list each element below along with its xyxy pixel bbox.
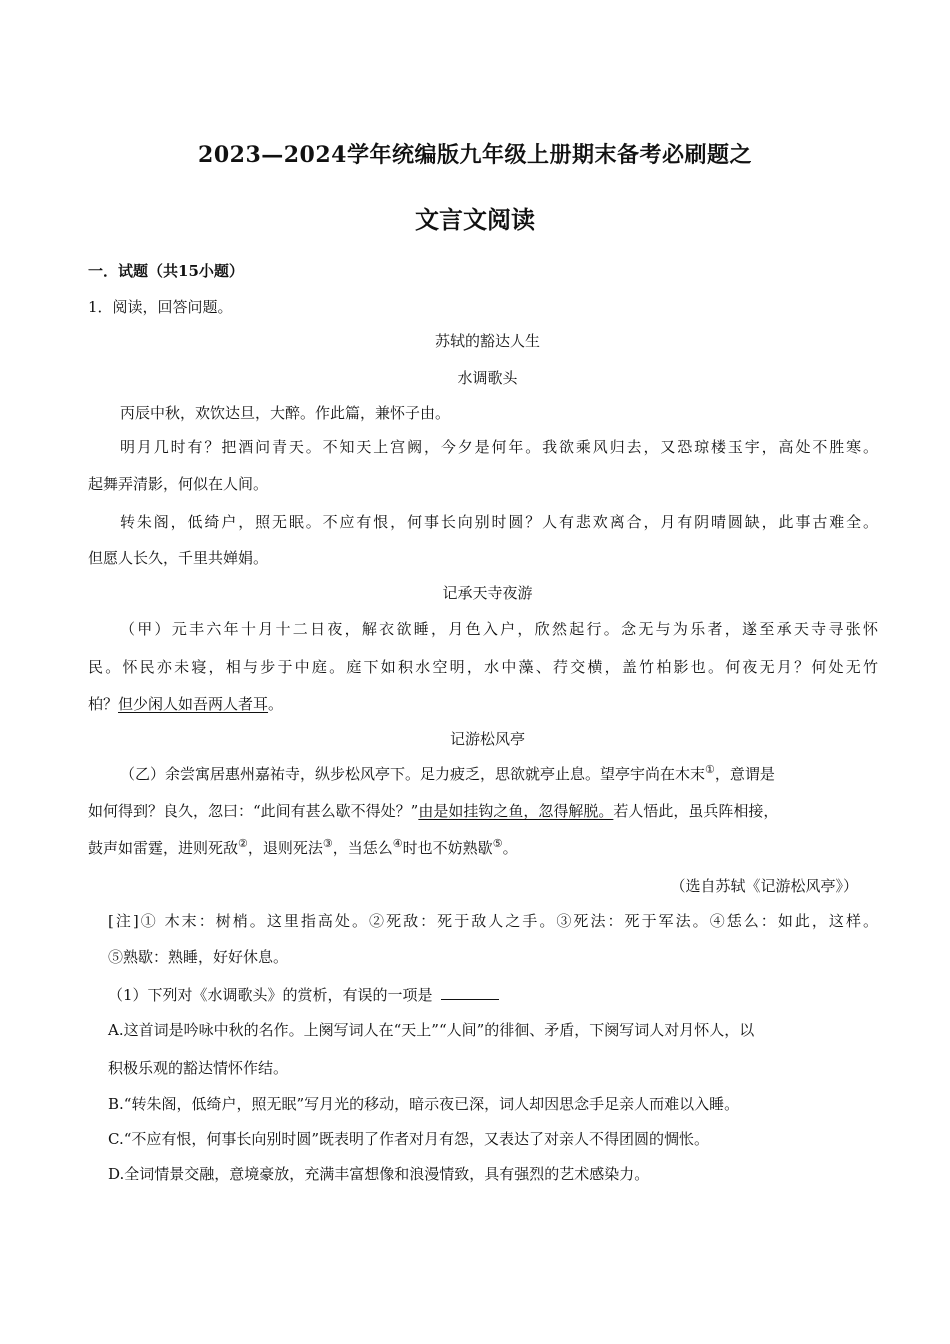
poem-title: 水调歌头 <box>457 369 518 387</box>
footnote-mark-3: ③ <box>322 837 333 850</box>
poem-p1-line2: 起舞弄清影，何似在人间。 <box>88 475 269 493</box>
document-title: 2023—2024学年统编版九年级上册期末备考必刷题之 <box>198 142 752 168</box>
option-d: D.全词情景交融，意境豪放，充满丰富想像和浪漫情致，具有强烈的艺术感染力。 <box>108 1165 650 1183</box>
text-jia-line1: （甲）元丰六年十月十二日夜，解衣欲睡，月色入户，欣然起行。念无与为乐者，遂至承天寺寻张怀 <box>120 620 878 638</box>
text-yi-title: 记游松风亭 <box>449 730 525 748</box>
text-yi-line1-pre: （乙）余尝寓居惠州嘉祐寺，纵步松风亭下。足力疲乏，思欲就亭止息。望亭宇尚在木末 <box>120 765 706 783</box>
text-jia-line3-post: 。 <box>268 695 284 713</box>
underlined-sentence-jia: 但少闲人如吾两人者耳 <box>118 695 269 713</box>
text-yi-line3 <box>88 838 878 858</box>
underlined-sentence-yi: 由是如挂钩之鱼，忽得解脱。 <box>418 802 614 820</box>
poem-p2-line2: 但愿人长久，千里共婵娟。 <box>88 549 269 567</box>
text-jia-line3-pre: 柏？ <box>88 695 119 713</box>
poem-p1-line1: 明月几时有？把酒问青天。不知天上宫阙，今夕是何年。我欲乘风归去，又恐琼楼玉宇，高处不胜寒。 <box>120 438 878 456</box>
text-yi-line3-c: ，当恁么 <box>332 839 393 857</box>
text-yi-line3-e: 。 <box>502 839 518 857</box>
text-yi-line2-post: 若人悟此，虽兵阵相接， <box>613 802 779 820</box>
notes-line2: ⑤熟歇：熟睡，好好休息。 <box>108 948 289 966</box>
sub-question-1 <box>108 985 878 1005</box>
text-jia-line2: 民。怀民亦未寝，相与步于中庭。庭下如积水空明，水中藻、荇交横，盖竹柏影也。何夜无月？何处无竹 <box>88 658 878 676</box>
document-subtitle: 文言文阅读 <box>415 205 535 234</box>
theme-title: 苏轼的豁达人生 <box>434 332 540 350</box>
option-c: C.“不应有恨，何事长向别时圆”既表明了作者对月有怨，又表达了对亲人不得团圆的惆怅。 <box>108 1130 710 1148</box>
footnote-mark-1: ① <box>705 763 715 776</box>
poem-preface: 丙辰中秋，欢饮达旦，大醉。作此篇，兼怀子由。 <box>120 404 451 422</box>
text-yi-line3-d: 时也不妨熟歇 <box>402 839 493 857</box>
text-yi-line2-pre: 如何得到？良久，忽曰：“此间有甚么歇不得处？” <box>88 802 419 820</box>
question-stem: 1．阅读，回答问题。 <box>88 298 233 316</box>
text-yi-line3-b: ，退则死法 <box>247 839 323 857</box>
text-yi-line1 <box>120 764 878 784</box>
text-jia-line3 <box>88 694 878 714</box>
option-b: B.“转朱阁，低绮户，照无眠”写月光的移动，暗示夜已深，词人却因思念手足亲人而难以入睡。 <box>108 1095 740 1113</box>
source-citation: （选自苏轼《记游松风亭》） <box>670 877 858 895</box>
footnote-mark-4: ④ <box>392 837 403 850</box>
option-a-line1: A.这首词是吟咏中秋的名作。上阕写词人在“天上”“人间”的徘徊、矛盾，下阕写词人对月怀人，以 <box>108 1021 755 1039</box>
footnote-mark-2: ② <box>238 837 248 850</box>
text-yi-line2 <box>88 801 878 821</box>
option-a-line2: 积极乐观的豁达情怀作结。 <box>108 1059 289 1077</box>
answer-blank[interactable] <box>441 985 499 1000</box>
section-heading: 一．试题（共15小题） <box>88 262 244 280</box>
text-yi-line3-a: 鼓声如雷霆，进则死敌 <box>88 839 239 857</box>
text-yi-line1-post: ，意谓是 <box>714 765 775 783</box>
notes-line1: [注]① 木末：树梢。这里指高处。②死敌：死于敌人之手。③死法：死于军法。④恁么：如此，这样。 <box>108 912 878 930</box>
sub-question-1-stem: （1）下列对《水调歌头》的赏析，有误的一项是 <box>108 986 433 1004</box>
footnote-mark-5: ⑤ <box>492 837 503 850</box>
text-jia-title: 记承天寺夜游 <box>442 584 533 602</box>
poem-p2-line1: 转朱阁，低绮户，照无眠。不应有恨，何事长向别时圆？人有悲欢离合，月有阴晴圆缺，此事古难全。 <box>120 513 878 531</box>
